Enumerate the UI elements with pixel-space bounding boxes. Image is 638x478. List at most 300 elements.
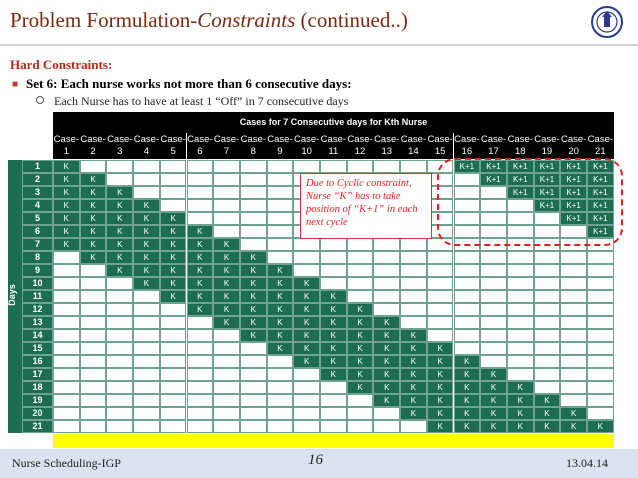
k-cell: K xyxy=(106,238,133,251)
k-cell: K xyxy=(267,277,294,290)
k-cell: K xyxy=(293,303,320,316)
k-cell: K+1 xyxy=(587,212,614,225)
empty-cell xyxy=(106,277,133,290)
empty-cell xyxy=(160,173,187,186)
table-caption: Cases for 7 Consecutive days for Kth Nurse xyxy=(53,112,614,133)
empty-cell xyxy=(267,225,294,238)
empty-cell xyxy=(373,160,400,173)
empty-cell xyxy=(400,316,427,329)
empty-cell xyxy=(240,407,267,420)
empty-cell xyxy=(560,394,587,407)
empty-cell xyxy=(320,238,347,251)
k-cell: K xyxy=(53,238,80,251)
empty-cell xyxy=(454,329,481,342)
empty-cell xyxy=(560,329,587,342)
empty-cell xyxy=(160,186,187,199)
empty-cell xyxy=(267,251,294,264)
empty-cell xyxy=(106,342,133,355)
k-cell: K xyxy=(454,407,481,420)
empty-cell xyxy=(53,368,80,381)
empty-cell xyxy=(53,394,80,407)
empty-cell xyxy=(240,420,267,433)
k-cell: K xyxy=(53,225,80,238)
k-cell: K xyxy=(80,251,107,264)
k-cell: K+1 xyxy=(534,199,561,212)
k-cell: K xyxy=(240,329,267,342)
empty-cell xyxy=(373,277,400,290)
k-cell: K+1 xyxy=(560,212,587,225)
k-cell: K xyxy=(400,407,427,420)
case-header: Case- 8 xyxy=(240,134,266,157)
empty-cell xyxy=(320,277,347,290)
institute-logo-icon xyxy=(590,5,624,39)
empty-cell xyxy=(267,381,294,394)
empty-cell xyxy=(454,251,481,264)
empty-cell xyxy=(507,329,534,342)
empty-cell xyxy=(240,160,267,173)
k-cell: K xyxy=(480,381,507,394)
k-cell: K xyxy=(53,160,80,173)
k-cell: K xyxy=(400,342,427,355)
k-cell: K xyxy=(400,381,427,394)
empty-cell xyxy=(347,277,374,290)
empty-cell xyxy=(213,342,240,355)
empty-cell xyxy=(347,407,374,420)
empty-cell xyxy=(507,303,534,316)
day-label: 6 xyxy=(22,225,53,238)
k-cell: K xyxy=(293,342,320,355)
set6-bullet: ■ Set 6: Each nurse works not more than 6 consecutive days: xyxy=(12,76,352,91)
empty-cell xyxy=(53,355,80,368)
k-cell: K xyxy=(427,394,454,407)
empty-cell xyxy=(106,316,133,329)
empty-cell xyxy=(53,420,80,433)
k-cell: K+1 xyxy=(534,160,561,173)
empty-cell xyxy=(267,186,294,199)
k-cell: K xyxy=(160,225,187,238)
empty-cell xyxy=(347,160,374,173)
k-cell: K xyxy=(53,212,80,225)
empty-cell xyxy=(80,277,107,290)
k-cell: K xyxy=(560,407,587,420)
empty-cell xyxy=(160,394,187,407)
empty-cell xyxy=(213,212,240,225)
empty-cell xyxy=(53,277,80,290)
empty-cell xyxy=(534,316,561,329)
empty-cell xyxy=(373,420,400,433)
empty-cell xyxy=(267,394,294,407)
empty-cell xyxy=(240,368,267,381)
k-cell: K xyxy=(80,238,107,251)
k-cell: K+1 xyxy=(587,199,614,212)
empty-cell xyxy=(293,264,320,277)
k-cell: K xyxy=(240,290,267,303)
empty-cell xyxy=(133,394,160,407)
case-header: Case- 2 xyxy=(80,134,106,157)
k-cell: K xyxy=(534,420,561,433)
empty-cell xyxy=(587,251,614,264)
empty-cell xyxy=(320,394,347,407)
k-cell: K xyxy=(267,303,294,316)
day-label: 21 xyxy=(22,420,53,433)
k-cell: K xyxy=(187,264,214,277)
empty-cell xyxy=(133,186,160,199)
k-cell: K xyxy=(454,420,481,433)
case-header: Case- 19 xyxy=(534,134,560,157)
k-cell: K xyxy=(240,251,267,264)
k-cell: K xyxy=(213,277,240,290)
empty-cell xyxy=(267,420,294,433)
empty-cell xyxy=(106,381,133,394)
empty-cell xyxy=(187,316,214,329)
k-cell: K+1 xyxy=(507,186,534,199)
k-cell: K+1 xyxy=(480,173,507,186)
empty-cell xyxy=(53,407,80,420)
empty-cell xyxy=(106,290,133,303)
k-cell: K xyxy=(133,264,160,277)
k-cell: K xyxy=(320,303,347,316)
day-label: 13 xyxy=(22,316,53,329)
k-cell: K xyxy=(347,368,374,381)
k-cell: K xyxy=(454,355,481,368)
k-cell: K xyxy=(267,316,294,329)
empty-cell xyxy=(133,381,160,394)
k-cell: K xyxy=(160,238,187,251)
page-number: 16 xyxy=(308,452,323,468)
empty-cell xyxy=(80,303,107,316)
case-header: Case- 12 xyxy=(347,134,373,157)
k-cell: K xyxy=(267,290,294,303)
empty-cell xyxy=(187,355,214,368)
empty-cell xyxy=(240,394,267,407)
empty-cell xyxy=(347,394,374,407)
empty-cell xyxy=(213,381,240,394)
k-cell: K xyxy=(240,303,267,316)
empty-cell xyxy=(347,251,374,264)
empty-cell xyxy=(53,316,80,329)
k-cell: K xyxy=(160,212,187,225)
empty-cell xyxy=(587,290,614,303)
empty-cell xyxy=(427,316,454,329)
empty-cell xyxy=(534,264,561,277)
k-cell: K xyxy=(187,238,214,251)
empty-cell xyxy=(534,277,561,290)
empty-cell xyxy=(587,407,614,420)
k-cell: K xyxy=(133,238,160,251)
empty-cell xyxy=(454,342,481,355)
sub-bullet: Each Nurse has to have at least 1 “Off” in 7 consecutive days xyxy=(36,94,348,109)
empty-cell xyxy=(480,316,507,329)
empty-cell xyxy=(213,368,240,381)
k-cell: K xyxy=(427,355,454,368)
k-cell: K xyxy=(373,316,400,329)
case-header: Case- 21 xyxy=(587,134,614,157)
k-cell: K xyxy=(347,329,374,342)
empty-cell xyxy=(507,342,534,355)
empty-cell xyxy=(133,355,160,368)
empty-cell xyxy=(587,264,614,277)
empty-cell xyxy=(347,290,374,303)
k-cell: K xyxy=(427,420,454,433)
empty-cell xyxy=(480,342,507,355)
empty-cell xyxy=(160,407,187,420)
empty-cell xyxy=(534,251,561,264)
empty-cell xyxy=(400,160,427,173)
empty-cell xyxy=(400,277,427,290)
day-label: 15 xyxy=(22,342,53,355)
empty-cell xyxy=(560,316,587,329)
k-cell: K xyxy=(160,251,187,264)
empty-cell xyxy=(53,251,80,264)
case-header: Case- 10 xyxy=(293,134,320,157)
day-label: 5 xyxy=(22,212,53,225)
empty-cell xyxy=(293,381,320,394)
empty-cell xyxy=(160,160,187,173)
empty-cell xyxy=(240,199,267,212)
empty-cell xyxy=(587,329,614,342)
empty-cell xyxy=(400,251,427,264)
case-header: Case- 17 xyxy=(480,134,507,157)
k-cell: K xyxy=(106,264,133,277)
empty-cell xyxy=(160,355,187,368)
empty-cell xyxy=(480,329,507,342)
k-cell: K xyxy=(454,368,481,381)
empty-cell xyxy=(534,355,561,368)
k-cell: K xyxy=(507,394,534,407)
hard-constraints-heading: Hard Constraints: xyxy=(10,57,113,72)
empty-cell xyxy=(480,277,507,290)
k-cell: K+1 xyxy=(560,199,587,212)
case-header: Case- 11 xyxy=(320,134,347,157)
empty-cell xyxy=(400,420,427,433)
empty-cell xyxy=(480,355,507,368)
empty-cell xyxy=(587,303,614,316)
k-cell: K xyxy=(373,329,400,342)
k-cell: K xyxy=(480,394,507,407)
empty-cell xyxy=(160,329,187,342)
empty-cell xyxy=(507,355,534,368)
k-cell: K+1 xyxy=(587,186,614,199)
empty-cell xyxy=(293,251,320,264)
empty-cell xyxy=(267,355,294,368)
empty-cell xyxy=(347,264,374,277)
k-cell: K xyxy=(293,329,320,342)
empty-cell xyxy=(187,173,214,186)
empty-cell xyxy=(53,342,80,355)
case-header: Case- 16 xyxy=(454,134,480,157)
empty-cell xyxy=(560,342,587,355)
days-label: Days xyxy=(6,284,17,306)
slide-title: Problem Formulation-Constraints (continued..) xyxy=(10,8,408,32)
empty-cell xyxy=(106,329,133,342)
case-header: Case- 9 xyxy=(267,134,293,157)
empty-cell xyxy=(400,290,427,303)
case-header: Case- 1 xyxy=(53,134,80,157)
empty-cell xyxy=(400,264,427,277)
empty-cell xyxy=(106,173,133,186)
empty-cell xyxy=(213,160,240,173)
empty-cell xyxy=(427,303,454,316)
empty-cell xyxy=(373,238,400,251)
empty-cell xyxy=(240,186,267,199)
k-plus-one-highlight xyxy=(437,158,623,246)
empty-cell xyxy=(347,420,374,433)
empty-cell xyxy=(320,420,347,433)
k-cell: K xyxy=(320,329,347,342)
empty-cell xyxy=(373,407,400,420)
k-cell: K xyxy=(160,290,187,303)
empty-cell xyxy=(187,394,214,407)
k-cell: K xyxy=(427,381,454,394)
empty-cell xyxy=(507,251,534,264)
k-cell: K xyxy=(320,368,347,381)
k-cell: K+1 xyxy=(560,160,587,173)
k-cell: K+1 xyxy=(534,186,561,199)
case-header: Case- 18 xyxy=(507,134,533,157)
day-label: 1 xyxy=(22,160,53,173)
empty-cell xyxy=(53,290,80,303)
empty-cell xyxy=(160,342,187,355)
k-cell: K xyxy=(267,329,294,342)
empty-cell xyxy=(534,368,561,381)
k-cell: K xyxy=(106,186,133,199)
empty-cell xyxy=(133,420,160,433)
empty-cell xyxy=(213,329,240,342)
k-cell: K xyxy=(320,355,347,368)
empty-cell xyxy=(240,173,267,186)
k-cell: K xyxy=(106,199,133,212)
k-cell: K xyxy=(213,238,240,251)
empty-cell xyxy=(240,225,267,238)
k-cell: K xyxy=(133,225,160,238)
day-label: 14 xyxy=(22,329,53,342)
empty-cell xyxy=(106,407,133,420)
empty-cell xyxy=(80,394,107,407)
k-cell: K+1 xyxy=(507,173,534,186)
empty-cell xyxy=(293,368,320,381)
k-cell: K xyxy=(560,420,587,433)
k-cell: K xyxy=(293,290,320,303)
k-cell: K xyxy=(400,355,427,368)
case-header: Case- 14 xyxy=(400,134,427,157)
empty-cell xyxy=(320,381,347,394)
k-cell: K xyxy=(267,342,294,355)
k-cell: K xyxy=(454,381,481,394)
day-label: 20 xyxy=(22,407,53,420)
empty-cell xyxy=(133,316,160,329)
k-cell: K xyxy=(373,368,400,381)
k-cell: K xyxy=(534,407,561,420)
empty-cell xyxy=(160,303,187,316)
empty-cell xyxy=(240,238,267,251)
k-cell: K+1 xyxy=(587,160,614,173)
k-cell: K xyxy=(160,264,187,277)
empty-cell xyxy=(53,381,80,394)
empty-cell xyxy=(106,303,133,316)
empty-cell xyxy=(213,199,240,212)
empty-cell xyxy=(320,264,347,277)
k-cell: K xyxy=(347,355,374,368)
k-cell: K+1 xyxy=(587,173,614,186)
day-label: 8 xyxy=(22,251,53,264)
k-cell: K xyxy=(427,407,454,420)
case-header: Case- 4 xyxy=(133,134,160,157)
empty-cell xyxy=(587,381,614,394)
day-label: 18 xyxy=(22,381,53,394)
empty-cell xyxy=(160,381,187,394)
day-label: 12 xyxy=(22,303,53,316)
k-cell: K xyxy=(320,316,347,329)
k-cell: K xyxy=(53,186,80,199)
empty-cell xyxy=(454,264,481,277)
empty-cell xyxy=(400,238,427,251)
empty-cell xyxy=(507,277,534,290)
empty-cell xyxy=(80,160,107,173)
empty-cell xyxy=(320,160,347,173)
k-cell: K+1 xyxy=(560,173,587,186)
k-cell: K xyxy=(293,277,320,290)
empty-cell xyxy=(240,355,267,368)
k-cell: K xyxy=(534,394,561,407)
k-cell: K xyxy=(293,355,320,368)
empty-cell xyxy=(427,290,454,303)
empty-cell xyxy=(267,368,294,381)
empty-cell xyxy=(293,394,320,407)
empty-cell xyxy=(267,160,294,173)
empty-cell xyxy=(534,329,561,342)
empty-cell xyxy=(293,420,320,433)
empty-cell xyxy=(133,290,160,303)
k-cell: K xyxy=(267,264,294,277)
k-cell: K xyxy=(160,277,187,290)
empty-cell xyxy=(267,173,294,186)
empty-cell xyxy=(560,303,587,316)
case-header: Case- 7 xyxy=(213,134,240,157)
empty-cell xyxy=(560,355,587,368)
k-cell: K xyxy=(400,329,427,342)
day-label: 4 xyxy=(22,199,53,212)
empty-cell xyxy=(560,277,587,290)
empty-cell xyxy=(320,251,347,264)
k-cell: K xyxy=(293,316,320,329)
empty-cell xyxy=(587,342,614,355)
k-cell: K xyxy=(187,290,214,303)
empty-cell xyxy=(187,186,214,199)
empty-cell xyxy=(133,160,160,173)
k-cell: K xyxy=(80,225,107,238)
empty-cell xyxy=(53,264,80,277)
empty-cell xyxy=(80,407,107,420)
empty-cell xyxy=(427,329,454,342)
empty-cell xyxy=(427,251,454,264)
empty-cell xyxy=(106,355,133,368)
case-header: Case- 20 xyxy=(560,134,587,157)
k-cell: K xyxy=(106,212,133,225)
case-header: Case- 15 xyxy=(427,134,453,157)
empty-cell xyxy=(106,420,133,433)
k-cell: K xyxy=(320,342,347,355)
empty-cell xyxy=(106,368,133,381)
k-cell: K xyxy=(347,381,374,394)
empty-cell xyxy=(480,264,507,277)
empty-cell xyxy=(560,381,587,394)
empty-cell xyxy=(187,160,214,173)
k-cell: K xyxy=(587,420,614,433)
day-label: 17 xyxy=(22,368,53,381)
k-cell: K xyxy=(480,420,507,433)
empty-cell xyxy=(240,381,267,394)
empty-cell xyxy=(213,225,240,238)
